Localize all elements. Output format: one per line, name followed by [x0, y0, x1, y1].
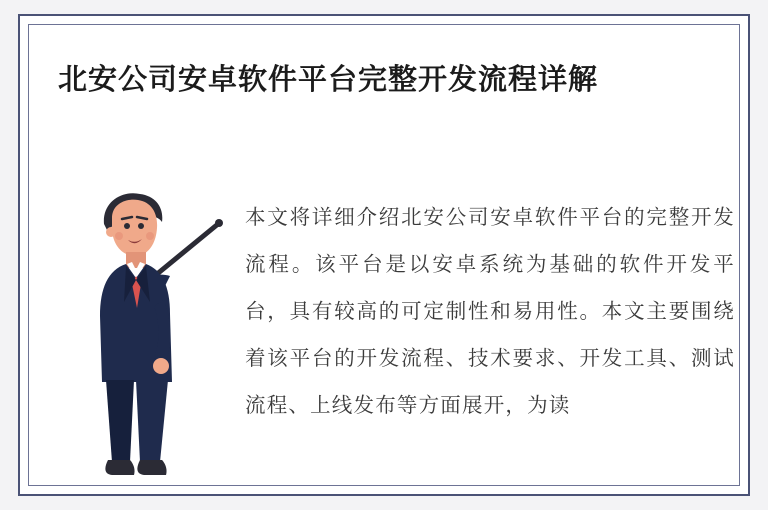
businessman-pointing-icon — [78, 176, 248, 486]
article-body: 本文将详细介绍北安公司安卓软件平台的完整开发流程。该平台是以安卓系统为基础的软件开发平台，具有较高的可定制性和易用性。本文主要围绕着该平台的开发流程、技术要求、开发工具、测试流程、上线发布等方面展开，为读 — [245, 205, 735, 417]
page-title: 北安公司安卓软件平台完整开发流程详解 — [58, 62, 599, 96]
article-card — [18, 14, 750, 496]
